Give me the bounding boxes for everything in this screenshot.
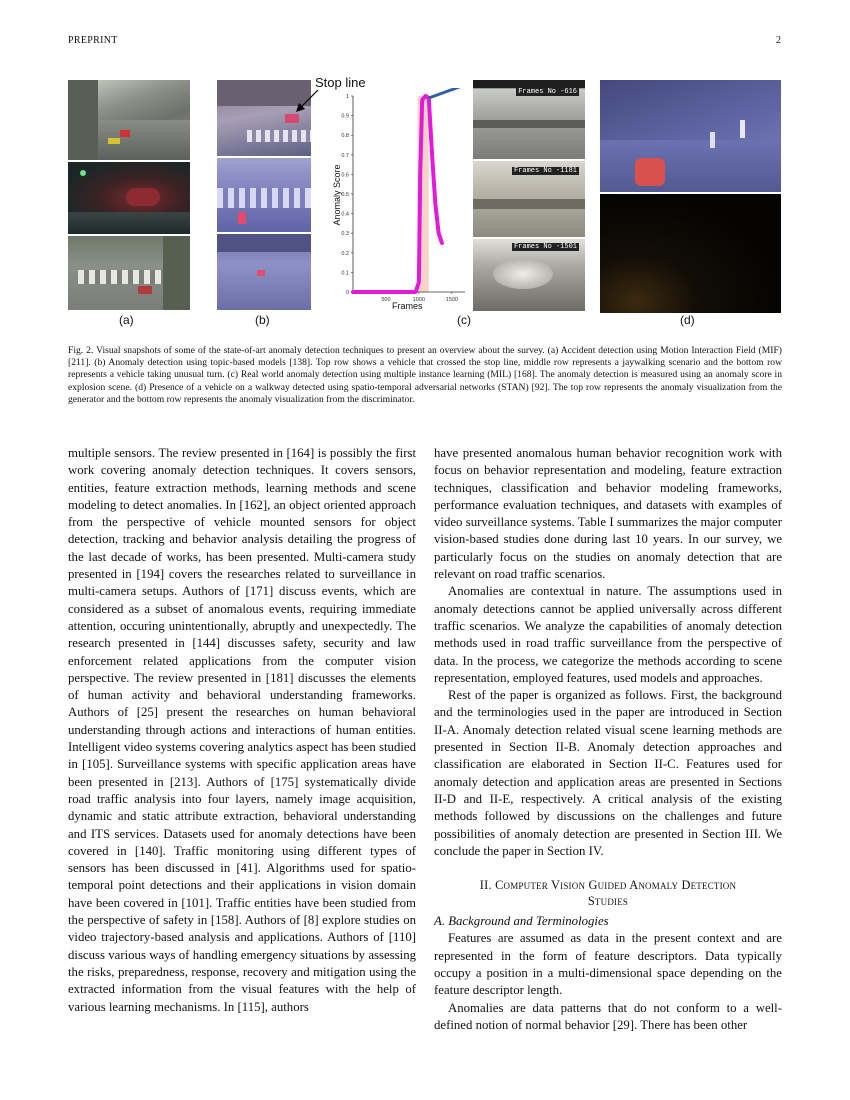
section-number: II. bbox=[479, 878, 492, 893]
photo-a-bottom bbox=[68, 236, 190, 310]
chart-xlabel: Frames bbox=[392, 301, 423, 311]
stop-line-label: Stop line bbox=[315, 75, 366, 90]
frame-1501 bbox=[473, 239, 585, 311]
y-tick-label: 0.2 bbox=[341, 250, 349, 257]
frame-label-616: Frames No -616 bbox=[518, 88, 577, 96]
x-tick-label: 500 bbox=[381, 297, 391, 303]
right-column bbox=[434, 445, 782, 1034]
section-title-line2: Studies bbox=[587, 894, 629, 909]
running-header: PREPRINT bbox=[68, 35, 118, 46]
anomaly-score-chart bbox=[325, 88, 475, 313]
stop-line-arrow bbox=[290, 88, 330, 118]
sublabel-a: (a) bbox=[119, 313, 134, 327]
y-tick-label: 0.3 bbox=[341, 231, 349, 238]
frame-616 bbox=[473, 80, 585, 159]
photo-b-middle bbox=[217, 158, 311, 232]
section-title-line1: Computer Vision Guided Anomaly Detection bbox=[495, 878, 737, 893]
subsection-heading: A. Background and Terminologies bbox=[434, 914, 609, 929]
chart-ylabel: Anomaly Score bbox=[332, 164, 342, 226]
frame-connector bbox=[429, 88, 473, 98]
left-paragraph: multiple sensors. The review presented in [164] is possibly the first work covering anomaly detection techniques. It covers sensors, entities, feature extraction methods, learning methods and scene modeling to detect anomalies. In [162], an object oriented approach from the perspective of vehicle mounted sensors for object detection, tracking and behavior analysis detailing the progress of the last decade of works, has been presented. Multi-camera study presented in [194] covers the researches related to surveillance in multi-camera setups. Authors of [171] discuss events, which are considered as a subset of anomalous events, requiring immediate attention, occuring unintentionally, abruptly and unexpectedly. The research presented in [144] discusses safety, security and law enforcement related applications from the computer vision perspective. The review presented in [181] discusses the elements of human activity and behavioral understanding frameworks. Authors of [25] present the researches on human behavioral understanding through actions and interactions of human entities. Intelligent video systems covering analytics aspect has been studied in [105]. Surveillance systems with specific application areas have been presented in [213]. Authors of [175] systematically divide road traffic analysis into four layers, namely image acquisition, dynamic and static attribute extraction, behavioral understanding and ITS services. Datasets used for anomaly detections have been covered in [140]. Traffic monitoring using different types of sensors has been discussed in [41]. Algorithms used for spatio-temporal point detections and their applications in vision domain have been covered in [101]. Traffic entities have been studied from the perspective of safety in [158]. Authors of [8] explore studies on video trajectory-based analysis and applications. Authors of [110] discuss various ways of handling emergency situations by assessing the risks, preparedness, response, recovery and mitigation using the extracted information from the visual features with the help of various learning mechanisms. In [115], authors bbox=[68, 446, 416, 1014]
left-column bbox=[68, 445, 416, 1016]
frame-label-1501: Frames No -1501 bbox=[513, 243, 577, 251]
photo-b-bottom bbox=[217, 234, 311, 310]
photo-a-top bbox=[68, 80, 190, 160]
y-tick-label: 0.8 bbox=[341, 133, 349, 140]
y-tick-label: 0.9 bbox=[341, 113, 349, 120]
y-tick-label: 0.1 bbox=[341, 270, 349, 277]
sublabel-b: (b) bbox=[255, 313, 270, 327]
y-tick-label: 0.6 bbox=[341, 172, 349, 179]
photo-d-generator bbox=[600, 80, 781, 192]
right-paragraph-5: Anomalies are data patterns that do not conform to a well-defined notion of normal behavior [29]. There has been other bbox=[434, 1000, 782, 1032]
sublabel-d: (d) bbox=[680, 313, 695, 327]
frame-label-1181: Frames No -1181 bbox=[513, 167, 577, 175]
y-tick-label: 0.4 bbox=[341, 211, 349, 218]
right-paragraph-1: have presented anomalous human behavior recognition work with focus on behavior representation and modeling, feature extraction techniques, classification and behavior modeling frameworks, performance evaluation techniques, and datasets with examples of video surveillance systems. Table I summarizes the major computer vision-based studies done during last 10 years. In our survey, we particularly focus on the studies on anomaly detection that are relevant on road traffic scenarios. bbox=[434, 446, 782, 582]
frame-1181 bbox=[473, 161, 585, 237]
y-tick-label: 1 bbox=[345, 94, 349, 100]
right-paragraph-2: Anomalies are contextual in nature. The assumptions used in anomaly detections cannot be applied universally across different traffic scenarios. We analyze the capabilities of anomaly detection methods used in road traffic surveillance from the perspective of data. In the process, we categorize the methods according to scene representation, employed features, used models and approaches. bbox=[434, 584, 782, 685]
right-paragraph-4: Features are assumed as data in the present context and are represented in the form of feature descriptors. Data typically occupy a position in a multi-dimensional space depending on the feature descriptor length. bbox=[434, 931, 782, 998]
photo-d-discriminator bbox=[600, 194, 781, 313]
y-tick-label: 0 bbox=[345, 290, 349, 296]
x-tick-label: 1500 bbox=[445, 297, 458, 303]
y-tick-label: 0.7 bbox=[341, 152, 349, 159]
y-tick-label: 0.5 bbox=[341, 192, 349, 198]
figure-caption: Fig. 2. Visual snapshots of some of the state-of-art anomaly detection techniques to present an overview about the survey. (a) Accident detection using Motion Interaction Field (MIF) [211]. (b) Anomaly detection using topic-based models [138]. Top row shows a vehicle that crossed the stop line, middle row represents a jaywalking scenario and the bottom row represents a vehicle taking unusual turn. (c) Real world anomaly detection using multiple instance learning (MIL) [168]. The anomaly detection is measured using an anomaly score in explosion scene. (d) Presence of a vehicle on a walkway detected using spatio-temporal adversarial networks (STAN) [92]. The top row represents the anomaly visualization from the generator and the bottom row represents the anomaly visualization from the discriminator. bbox=[68, 345, 782, 405]
x-tick-label: 1000 bbox=[412, 297, 426, 303]
section-heading bbox=[434, 877, 782, 909]
photo-a-middle bbox=[68, 162, 190, 234]
right-paragraph-3: Rest of the paper is organized as follows. First, the background and the terminologies used in the paper are introduced in Section II-A. Anomaly detection related visual scene learning methods are presented in Section II-B. Anomaly detection approaches and classification are elaborated in Section II-C. Features used for anomaly detection and application areas are presented in Sections II-D and II-E, respectively. A critical analysis of the existing methods followed by discussions on the challenges and future possibilities of anomaly detection are presented in Section III. We conclude the paper in Section IV. bbox=[434, 688, 782, 858]
sublabel-c: (c) bbox=[457, 313, 471, 327]
page-number: 2 bbox=[776, 35, 781, 46]
